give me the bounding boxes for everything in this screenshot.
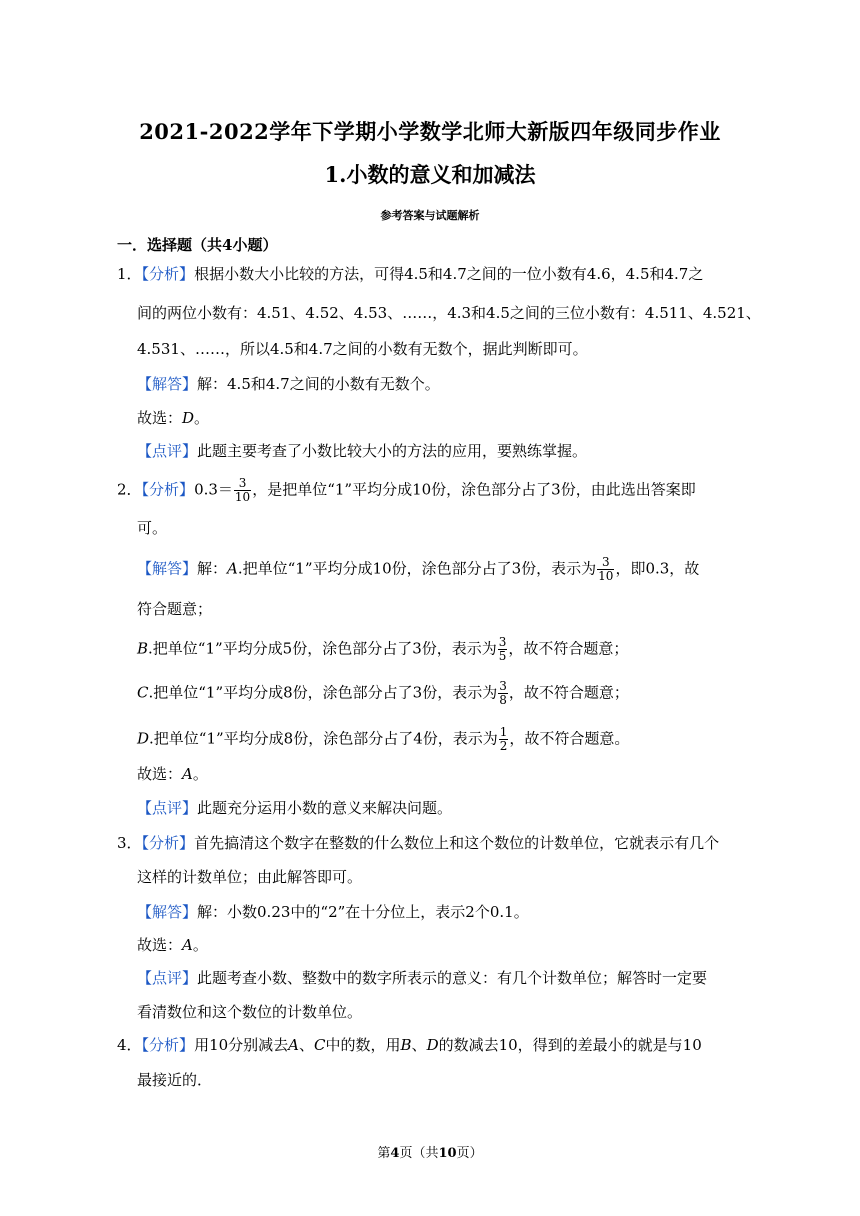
answer-tag: 【解答】 [137,903,198,921]
q1-answer-line [137,374,440,394]
analysis-tag: 【分析】 [141,265,195,283]
comment-text: 此题充分运用小数的意义来解决问题。 [197,799,453,817]
analysis-tag: 【分析】 [141,834,195,852]
page-footer: 第4页（共10页） [377,1146,483,1161]
q3-answer-line [137,902,529,922]
q1-choice-line [137,408,209,428]
q2-comment-line [137,798,452,818]
fraction-3-8: $\frac{3}{8}$ [499,679,507,707]
q3-analysis-line: 这样的计数单位；由此解答即可。 [137,868,363,886]
analysis-text: 根据小数大小比较的方法，可得4.5和4.7之间的一位小数有4.6，4.5和4.7之 [194,265,704,283]
fraction-3-10: $\frac{3}{10}$ [598,555,614,583]
q3-comment-line [137,968,707,988]
option-letter: A [227,559,238,578]
analysis-tag: 【分析】 [141,1036,195,1054]
q1-analysis-line: 4.531、……，所以4.5和4.7之间的小数有无数个，据此判断即可。 [137,340,588,358]
document-title: 2021-2022学年下学期小学数学北师大新版四年级同步作业 [139,119,721,144]
document-subtitle-topic: 1.小数的意义和加减法 [324,162,536,187]
analysis-text: 首先搞清这个数字在整数的什么数位上和这个数位的计数单位，它就表示有几个 [194,834,720,852]
option-letter: C [137,683,149,702]
q2-choice-line: 故选：A。 [137,765,208,783]
q4-analysis-line: 4．【分析】用10分别减去A、C中的数，用B、D的数减去10，得到的差最小的就是与10 [117,1036,702,1054]
comment-tag: 【点评】 [137,969,198,987]
q1-analysis-line: 间的两位小数有：4.51、4.52、4.53、……，4.3和4.5之间的三位小数有：4.511、4.521、 [137,304,761,322]
page-number: 4 [390,1146,400,1161]
q2-analysis-line [117,477,696,504]
question-number: 2． [117,480,142,499]
choice-letter: D [182,409,195,427]
choice-letter: A [182,765,193,783]
q3-choice-line: 故选：A。 [137,936,208,954]
fraction-3-10: $\frac{3}{10}$ [234,476,251,504]
choice-letter: A [182,936,193,954]
question-number: 1． [117,265,142,283]
q1-analysis-line [117,264,703,284]
analysis-tag: 【分析】 [141,480,195,499]
q2-answer-line: 【解答】解：A.把单位“1”平均分成10份，涂色部分占了3份，表示为 $\frac{3}{10}$ ，即0.3，故 [137,555,700,583]
q3-analysis-line [117,833,719,853]
answer-tag: 【解答】 [137,559,198,578]
choice-prefix: 故选： [137,409,183,427]
answer-text: 解：4.5和4.7之间的小数有无数个。 [197,375,440,393]
q2-answer-line: 符合题意； [137,600,213,618]
comment-tag: 【点评】 [137,799,198,817]
comment-tag: 【点评】 [137,442,198,460]
comment-text: 此题考查小数、整数中的数字所表示的意义：有几个计数单位；解答时一定要 [197,969,708,987]
section-heading: 一．选择题（共4小题） [117,236,278,254]
q3-comment-line: 看清数位和这个数位的计数单位。 [137,1003,363,1021]
choice-suffix: 。 [194,409,210,427]
option-letter: D [137,729,150,748]
q4-analysis-line: 最接近的． [137,1071,213,1089]
fraction-3-5: $\frac{3}{5}$ [498,635,507,663]
question-number: 3． [117,834,142,852]
q2-option-d-line: D.把单位“1”平均分成8份，涂色部分占了4份，表示为 $\frac{1}{2}$ ，故不符合题意。 [137,725,630,753]
analysis-text: 0.3＝ [194,480,233,499]
question-number: 4． [117,1036,142,1054]
option-letter: B [137,639,149,658]
q2-option-c-line: C.把单位“1”平均分成8份，涂色部分占了3份，表示为 $\frac{3}{8}$ ，故不符合题意； [137,679,629,707]
page-total: 10 [438,1146,457,1161]
answer-key-heading: 参考答案与试题解析 [380,209,480,222]
q2-option-b-line: B.把单位“1”平均分成5份，涂色部分占了3份，表示为 $\frac{3}{5}$ ，故不符合题意； [137,635,629,663]
q1-comment-line [137,441,587,461]
q2-analysis-line: 可。 [137,519,168,537]
answer-text: 解：小数0.23中的“2”在十分位上，表示2个0.1。 [197,903,529,921]
comment-text: 此题主要考查了小数比较大小的方法的应用，要熟练掌握。 [197,442,588,460]
analysis-text: ，是把单位“1”平均分成10份，涂色部分占了3份，由此选出答案即 [252,480,696,499]
fraction-1-2: $\frac{1}{2}$ [499,725,508,753]
answer-tag: 【解答】 [137,375,198,393]
